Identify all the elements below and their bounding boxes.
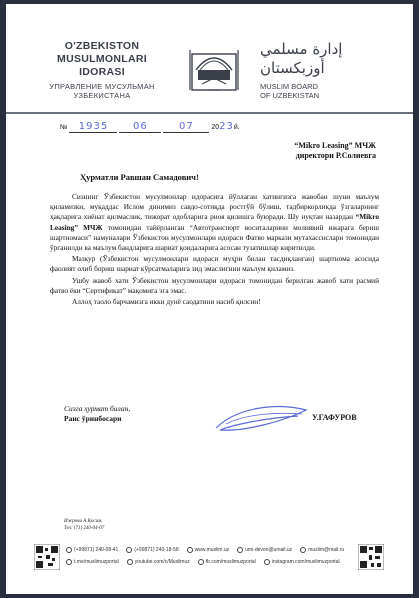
org-name-ru-line2: УЗБЕКИСТАНА bbox=[73, 91, 131, 100]
footer-row-1 bbox=[66, 547, 344, 553]
ref-day: 07 bbox=[163, 121, 209, 133]
footer-phone-2: (+99871) 240-18-58 bbox=[134, 547, 179, 553]
header-right-block bbox=[260, 40, 380, 100]
mosque-emblem-icon bbox=[186, 40, 242, 96]
executor-name: Ижрочи А.Қосим. bbox=[64, 519, 103, 524]
letter-body bbox=[50, 192, 379, 308]
executor-note bbox=[64, 518, 104, 532]
footer-email-1[interactable]: umi-devon@umail.uz bbox=[245, 547, 293, 553]
qr-code-icon bbox=[34, 544, 60, 570]
ref-year-suffix: 23 bbox=[219, 121, 234, 132]
footer-phone-1: (+99871) 240-08-41 bbox=[74, 547, 119, 553]
footer-email-2[interactable]: muslim@mail.ru bbox=[308, 547, 345, 553]
instagram-icon bbox=[264, 559, 270, 565]
closing-block bbox=[64, 404, 130, 424]
org-name-uz-line3: IDORASI bbox=[79, 66, 125, 78]
paragraph-4: Аллоҳ таоло барчамизга икки дунё саодатини насиб қилсин! bbox=[72, 297, 261, 307]
footer-instagram[interactable]: instagram.com/muslimuzportal bbox=[271, 559, 340, 565]
addressee-block bbox=[236, 141, 376, 161]
org-name-uz-line1: O'ZBEKISTON bbox=[64, 40, 140, 52]
letter-page bbox=[6, 4, 413, 594]
closing-regards: Сизга ҳурмат билан, bbox=[64, 404, 131, 413]
handwritten-signature bbox=[206, 398, 316, 438]
ref-year-prefix: 20 bbox=[211, 124, 220, 131]
addressee-person: директори Р.Солиевга bbox=[295, 151, 376, 160]
fax-icon bbox=[126, 547, 132, 553]
paragraph-3: Ушбу жавоб хати Ўзбекистон мусулмонлари идораси томонидан берилган жавоб хати расмий фатво ёки “Сертификат” мақомига эга эмас. bbox=[50, 275, 379, 295]
footer-telegram[interactable]: t.me/muslimuzportal bbox=[74, 559, 119, 565]
org-name-en-line1: MUSLIM BOARD bbox=[260, 82, 318, 91]
reference-number-line bbox=[60, 121, 240, 133]
ref-number: 1935 bbox=[69, 121, 117, 133]
footer-web[interactable]: www.muslim.uz bbox=[194, 547, 230, 553]
youtube-icon bbox=[127, 559, 133, 565]
footer-facebook[interactable]: fb.com/muslimuzportal bbox=[205, 559, 256, 565]
greeting: Ҳурматли Равшан Самадович! bbox=[80, 172, 199, 182]
executor-phone: Тел: (71) 240-04-07 bbox=[64, 526, 105, 531]
org-name-en-line2: OF UZBEKISTAN bbox=[260, 91, 320, 100]
mail-icon bbox=[300, 547, 306, 553]
contact-footer bbox=[34, 544, 384, 586]
org-name-ru-line1: УПРАВЛЕНИЕ МУСУЛЬМАН bbox=[49, 82, 155, 91]
signer-title: Раис ўринбосари bbox=[64, 414, 122, 423]
addressee-company: “Mikro Leasing” МЧЖ bbox=[294, 141, 376, 150]
org-name-uz-line2: MUSULMONLARI bbox=[57, 53, 147, 65]
phone-icon bbox=[66, 547, 72, 553]
footer-youtube[interactable]: youtube.com/c/Muslimuz bbox=[134, 559, 190, 565]
signer-name: У.ГАФУРОВ bbox=[312, 413, 357, 422]
ref-year-tail: й. bbox=[233, 124, 240, 131]
header-divider bbox=[6, 112, 413, 114]
globe-icon bbox=[187, 547, 193, 553]
ref-no-prefix: № bbox=[60, 124, 68, 131]
telegram-icon bbox=[66, 559, 72, 565]
org-name-ar-line2: أوزبكستان bbox=[260, 59, 325, 77]
footer-row-2 bbox=[66, 559, 340, 565]
org-name-ar-line1: إدارة مسلمي bbox=[260, 40, 343, 58]
company-name-bold: “Mikro Leasing” МЧЖ bbox=[50, 212, 379, 232]
qr-code-icon bbox=[358, 544, 384, 570]
header-left-block bbox=[32, 40, 172, 100]
mail-icon bbox=[237, 547, 243, 553]
facebook-icon bbox=[198, 559, 204, 565]
paragraph-1: Сизнинг Ўзбекистон мусулмонлар идорасига йўллаган хатингизга жавобан шуни маълум қиламизки, муқаддас Ислом динимиз савдо-сотиқда ростгўй бўлиш, тадбиркорликда ўзгаларнинг ҳақларига хиёнат қилмаслик, тижорат одобларига риоя қилишга буюради. Шу нуқтаи назардан “Mikro Leasing” МЧЖ томонидан тайёрланган “Автотранспорт воситаларини молиявий ижарага бериш шартномаси” намуналари Ўзбекистон мусулмонлари идораси Фатво маркази мутахассислари томонидан ўрганилди ва маълум бандларига шариат қоидаларига асосан тузатишлар киритилди. bbox=[50, 192, 379, 253]
ref-month: 06 bbox=[119, 121, 161, 133]
paragraph-2: Мазкур (Ўзбекистон мусулмонлари идораси муҳри билан тасдиқланган) шартнома асосида фаолият олиб бориш шариат кўрсатмаларига зид эмаслигини маълум қиламиз. bbox=[50, 254, 379, 274]
